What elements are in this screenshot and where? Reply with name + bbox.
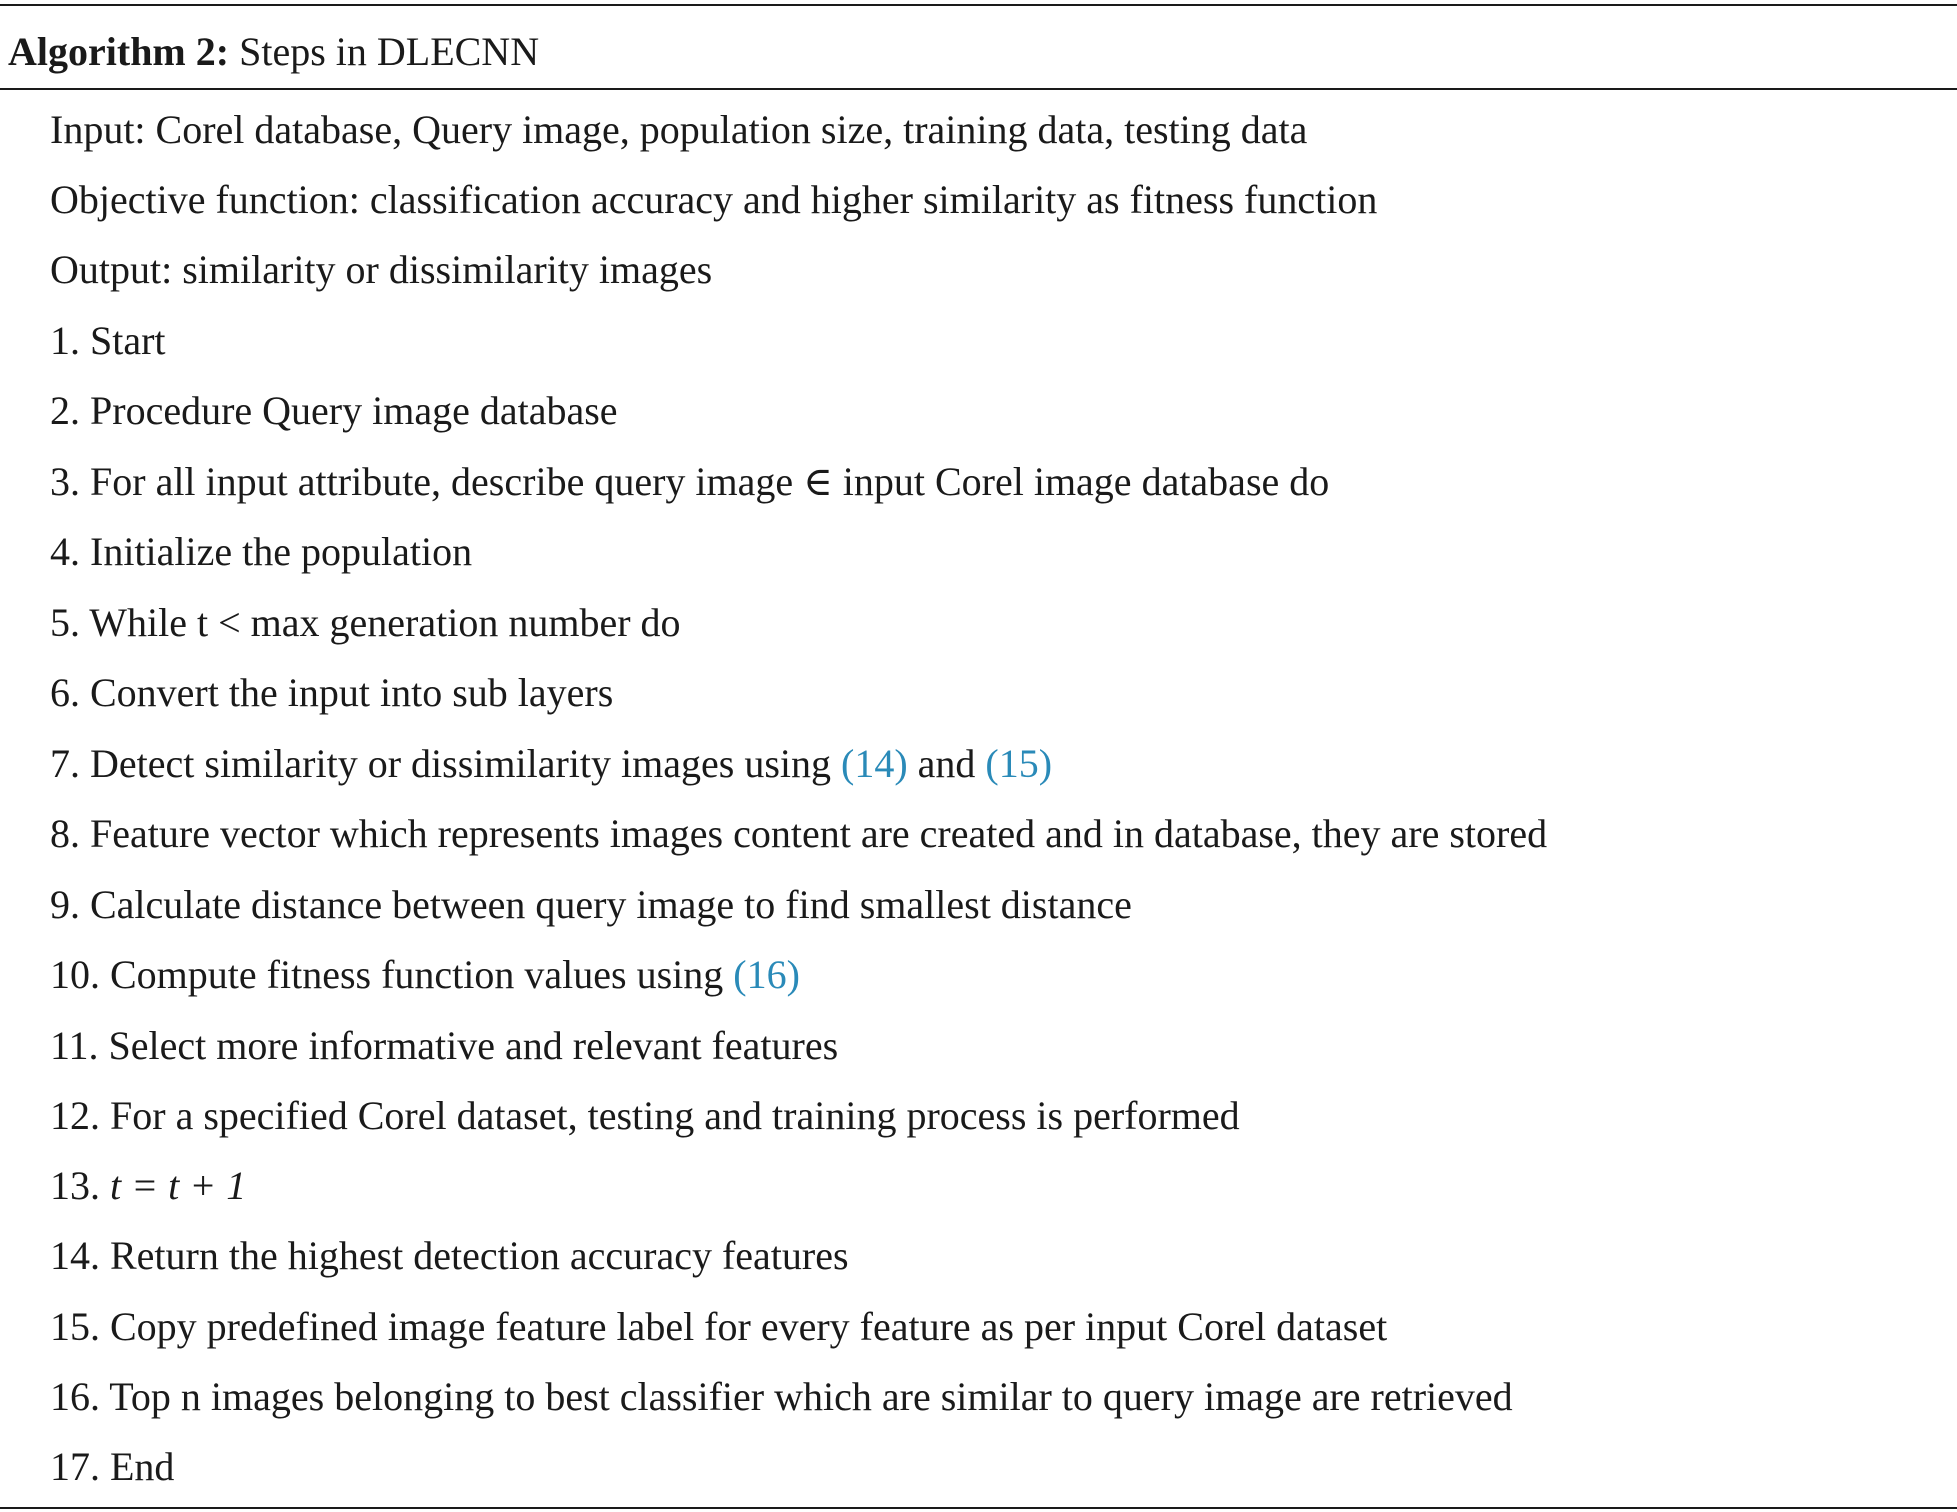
input-line: Input: Corel database, Query image, population size, training data, testing data xyxy=(50,107,1308,152)
step-4: 4. Initialize the population xyxy=(50,529,473,574)
top-rule xyxy=(0,4,1957,6)
step-6: 6. Convert the input into sub layers xyxy=(50,670,614,715)
bottom-rule xyxy=(0,1507,1957,1509)
step-12: 12. For a specified Corel dataset, testing and training process is performed xyxy=(50,1093,1240,1138)
step-10-text: 10. Compute fitness function values using xyxy=(50,952,734,997)
step-13-number: 13. xyxy=(50,1163,110,1208)
step-7-connector: and xyxy=(907,741,986,786)
output-line: Output: similarity or dissimilarity images xyxy=(50,247,713,292)
step-3: 3. For all input attribute, describe query image ∈ input Corel image database do xyxy=(50,459,1330,504)
caption-title: Steps in DLECNN xyxy=(229,29,540,74)
algorithm-caption xyxy=(8,22,539,82)
step-15: 15. Copy predefined image feature label for every feature as per input Corel dataset xyxy=(50,1304,1388,1349)
step-8: 8. Feature vector which represents images content are created and in database, they are stored xyxy=(50,811,1548,856)
step-5: 5. While t < max generation number do xyxy=(50,600,681,645)
caption-lead: Algorithm 2: xyxy=(8,29,230,74)
step-2: 2. Procedure Query image database xyxy=(50,388,618,433)
step-14: 14. Return the highest detection accuracy features xyxy=(50,1233,849,1278)
step-16: 16. Top n images belonging to best classifier which are similar to query image are retrieved xyxy=(50,1374,1513,1419)
step-9: 9. Calculate distance between query image to find smallest distance xyxy=(50,882,1132,927)
equation-ref-15[interactable]: (15) xyxy=(985,741,1053,786)
caption-rule xyxy=(0,88,1957,90)
equation-ref-16[interactable]: (16) xyxy=(733,952,800,997)
equation-ref-14[interactable]: (14) xyxy=(841,741,908,786)
step-13 xyxy=(50,1156,246,1216)
objective-line: Objective function: classification accuracy and higher similarity as fitness function xyxy=(50,177,1378,222)
step-7-text: 7. Detect similarity or dissimilarity images using xyxy=(50,741,841,786)
step-7 xyxy=(50,734,1052,794)
step-1: 1. Start xyxy=(50,318,166,363)
step-10 xyxy=(50,945,800,1005)
step-13-equation: t = t + 1 xyxy=(110,1163,247,1208)
step-17: 17. End xyxy=(50,1444,175,1489)
step-11: 11. Select more informative and relevant features xyxy=(50,1023,839,1068)
